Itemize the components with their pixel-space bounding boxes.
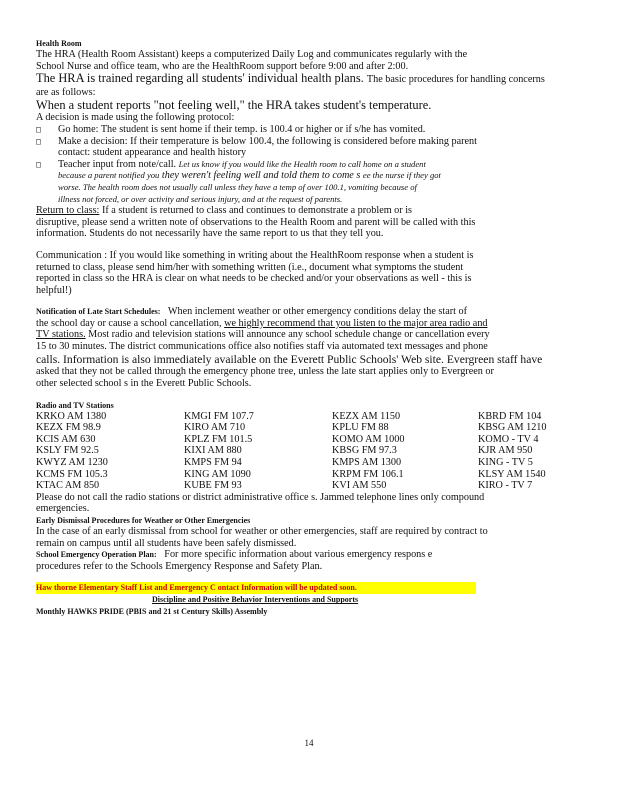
early-dismissal-line-1: In the case of an early dismissal from school for weather or other emergencies, staff are required by contract to — [36, 525, 488, 537]
radio-heading: Radio and TV Stations — [36, 400, 114, 410]
radio-station-cell: KBSG FM 97.3 — [332, 445, 397, 457]
teacher-input-italic-2: because a parent notified you — [58, 170, 160, 181]
radio-station-cell: KVI AM 550 — [332, 480, 387, 492]
late-start-line-5: calls. Information is also immediately available on the Everett Public Schools' Web site. Evergreen staff have — [36, 352, 543, 366]
radio-station-cell: KMGI FM 107.7 — [184, 410, 254, 422]
late-start-text-3: Most radio and television stations will announce any school schedule change or cancellation every — [88, 329, 490, 341]
radio-note-2: emergencies. — [36, 503, 90, 515]
bullet-icon: □ — [36, 124, 41, 134]
radio-station-cell: KMPS FM 94 — [184, 457, 242, 469]
bullet-make-decision — [36, 136, 582, 148]
communication-line-3: reported in class so the HRA is clear on what needs to be checked and/or your observations as well - this is — [36, 273, 472, 285]
radio-station-cell: KIXI AM 880 — [184, 445, 242, 457]
late-start-line-4: 15 to 30 minutes. The district communications office also notifies staff via automated text messages and phone — [36, 341, 488, 353]
late-start-line-3 — [36, 329, 582, 341]
teacher-input-line-4: illness not forced, or over activity and serious injury, and at the request of parents. — [58, 193, 343, 204]
radio-station-cell: KRPM FM 106.1 — [332, 468, 404, 480]
early-dismissal-heading: Early Dismissal Procedures for Weather or Other Emergencies — [36, 515, 251, 525]
radio-station-cell: KSLY FM 92.5 — [36, 445, 99, 457]
bullet-icon: □ — [36, 136, 41, 146]
health-line-5: When a student reports "not feeling well," the HRA takes student's temperature. — [36, 97, 432, 112]
plan-line-1 — [36, 549, 582, 561]
page-number: 14 — [304, 738, 314, 748]
communication-line-1: Communication : If you would like something in writing about the HealthRoom response when a student is — [36, 249, 474, 261]
late-start-recommend: we highly recommend that you listen to the major area radio and — [224, 317, 488, 329]
radio-station-cell: KCIS AM 630 — [36, 433, 96, 445]
radio-station-cell: KOMO AM 1000 — [332, 433, 405, 445]
plan-heading: School Emergency Operation Plan: — [36, 550, 157, 560]
return-to-class-label: Return to class: — [36, 205, 100, 217]
radio-station-cell: KIRO AM 710 — [184, 422, 246, 434]
late-start-text-1: When inclement weather or other emergency conditions delay the start of — [167, 306, 468, 318]
communication-line-4: helpful!) — [36, 284, 72, 296]
hra-trained-text: The HRA is trained regarding all students' individual health plans. — [36, 71, 364, 86]
radio-station-cell: KUBE FM 93 — [184, 480, 242, 492]
radio-station-table — [36, 411, 582, 492]
radio-station-cell: KOMO - TV 4 — [478, 433, 539, 445]
health-room-heading: Health Room — [36, 39, 82, 48]
pbis-underlined-row — [36, 594, 582, 606]
plan-line-2: procedures refer to the Schools Emergency Response and Safety Plan. — [36, 560, 323, 572]
late-start-heading: Notification of Late Start Schedules: — [36, 307, 161, 317]
early-dismissal-line-2: remain on campus until all students have been safely dismissed. — [36, 537, 297, 549]
return-to-class-text: If a student is returned to class and continues to demonstrate a problem or is — [101, 205, 413, 217]
radio-station-cell: KRKO AM 1380 — [36, 410, 107, 422]
radio-station-cell: KJR AM 950 — [478, 445, 533, 457]
return-to-class-line-3: information. Students do not necessarily have the same report to us that they tell you. — [36, 228, 384, 240]
document-page — [36, 38, 582, 618]
late-start-tv-stations: TV stations. — [36, 329, 86, 341]
radio-note-1: Please do not call the radio stations or district administrative office s. Jammed telephone lines only compound — [36, 491, 485, 503]
radio-station-cell: KMPS AM 1300 — [332, 457, 402, 469]
teacher-input-line-2 — [36, 170, 582, 182]
return-to-class-line-2: disruptive, please send a written note of observations to the Health Room and parent will be called with this — [36, 216, 476, 228]
radio-station-cell: KING - TV 5 — [478, 457, 533, 469]
contact-info-highlight: Haw thorne Elementary Staff List and Emergency C ontact Information will be updated soon. — [36, 582, 476, 594]
teacher-input-italic: Let us know if you would like the Health room to call home on a student — [178, 158, 426, 169]
health-line-6: A decision is made using the following protocol: — [36, 112, 235, 124]
bullet-make-decision-text: Make a decision: If their temperature is below 100.4, the following is considered before making parent — [58, 135, 477, 147]
teacher-input-text: Teacher input from note/call. — [58, 158, 177, 170]
radio-station-cell: KIRO - TV 7 — [478, 480, 533, 492]
health-line-3 — [36, 72, 582, 87]
bullet-teacher-input — [36, 159, 582, 171]
basic-procedures-text: The basic procedures for handling concerns — [366, 74, 545, 86]
late-start-line-7: other selected school s in the Everett Public Schools. — [36, 378, 252, 390]
late-start-line-2 — [36, 318, 582, 330]
radio-station-cell: KLSY AM 1540 — [478, 468, 546, 480]
health-line-4: are as follows: — [36, 86, 96, 98]
teacher-input-italic-3: they weren't feeling well and told them to come s — [161, 170, 361, 182]
communication-line-2: returned to class, please send him/her with something written (i.e., document what symptoms the student — [36, 261, 464, 273]
radio-station-cell: KING AM 1090 — [184, 468, 251, 480]
radio-station-cell: KTAC AM 850 — [36, 480, 100, 492]
health-line-1: The HRA (Health Room Assistant) keeps a computerized Daily Log and communicates regularly with the — [36, 49, 468, 60]
bullet-make-decision-cont: contact: student appearance and health history — [58, 147, 247, 159]
radio-station-cell: KBSG AM 1210 — [478, 422, 547, 434]
return-to-class-line-1 — [36, 205, 582, 217]
radio-station-cell: KEZX AM 1150 — [332, 410, 401, 422]
monthly-assembly: Monthly HAWKS PRIDE (PBIS and 21 st Century Skills) Assembly — [36, 607, 268, 617]
radio-station-cell: KCMS FM 105.3 — [36, 468, 108, 480]
late-start-line-1 — [36, 306, 582, 318]
pbis-underlined: Discipline and Positive Behavior Interventions and Supports — [152, 595, 359, 605]
teacher-input-line-3: worse. The health room does not usually call unless they have a temp of over 100.1, vomiting because of — [58, 181, 417, 192]
health-line-2: School Nurse and office team, who are the HealthRoom support before 9:00 and after 2:00. — [36, 60, 409, 72]
radio-station-cell: KWYZ AM 1230 — [36, 457, 108, 469]
plan-text-1: For more specific information about various emergency respons e — [164, 549, 433, 561]
radio-station-cell: KBRD FM 104 — [478, 410, 542, 422]
late-start-line-6: asked that they not be called through the emergency phone tree, unless the late start applies only to Evergreen or — [36, 366, 494, 378]
contact-info-highlight-row — [36, 582, 476, 594]
late-start-text-2: the school day or cause a school cancellation, — [36, 317, 222, 329]
bullet-icon: □ — [36, 159, 41, 169]
bullet-go-home — [36, 124, 582, 136]
radio-station-cell: KEZX FM 98.9 — [36, 422, 101, 434]
radio-station-cell: KPLZ FM 101.5 — [184, 433, 253, 445]
bullet-go-home-text: Go home: The student is sent home if their temp. is 100.4 or higher or if s/he has vomited. — [58, 123, 426, 135]
radio-station-cell: KPLU FM 88 — [332, 422, 389, 434]
teacher-input-italic-4: ee the nurse if they got — [362, 170, 441, 181]
